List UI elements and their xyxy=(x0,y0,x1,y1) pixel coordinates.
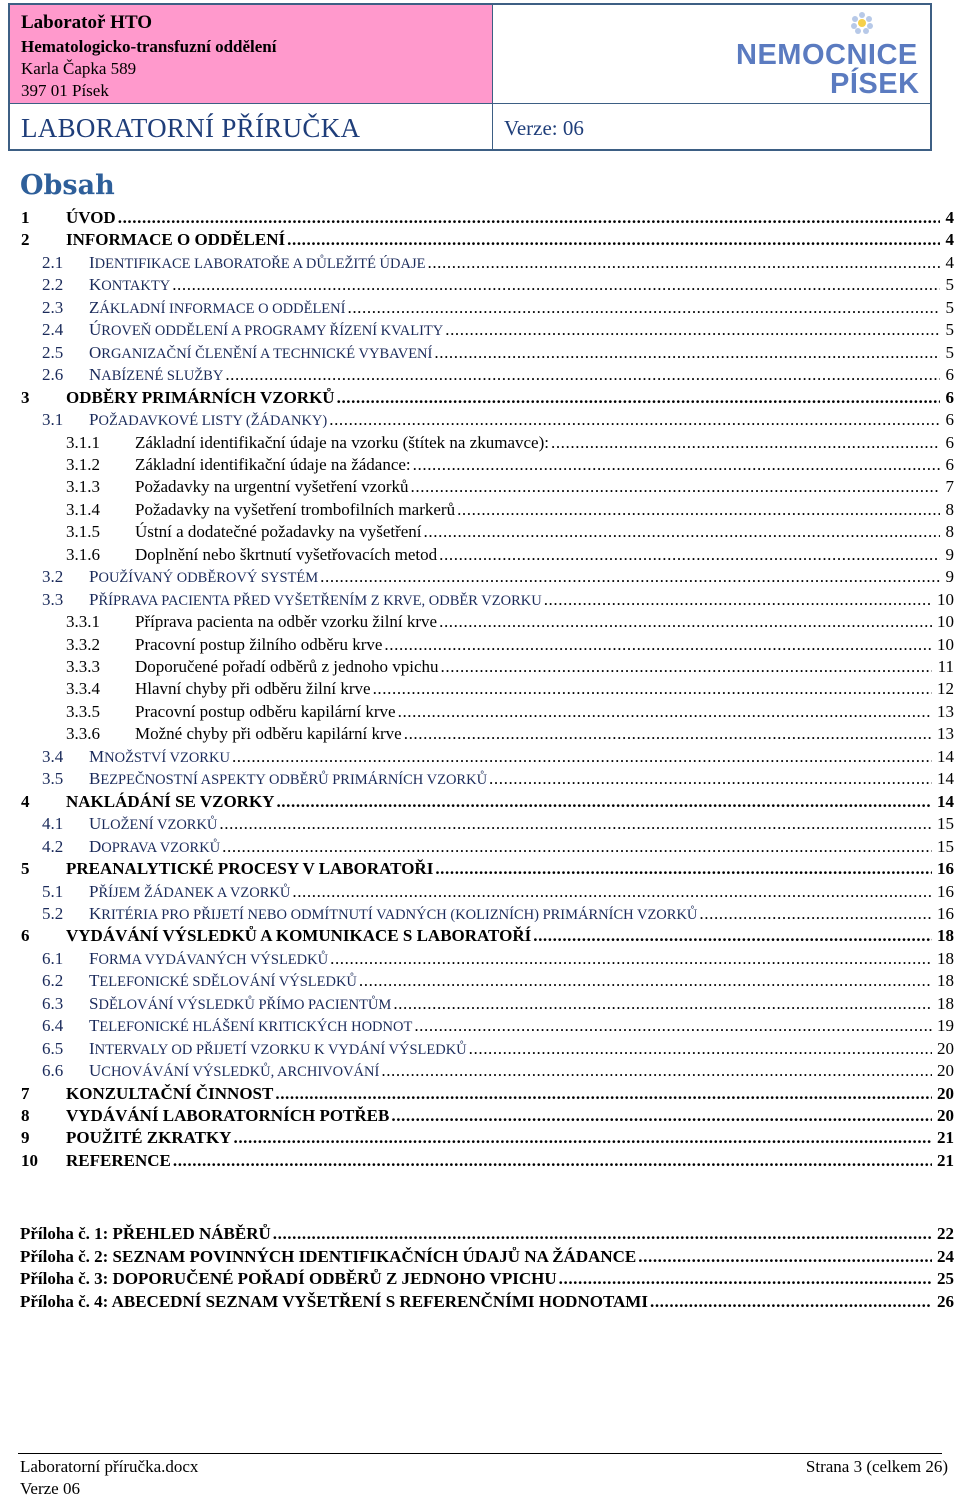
lab-info-block xyxy=(10,5,493,103)
toc-entry-title: INFORMACE O ODDĚLENÍ xyxy=(66,230,286,250)
toc-entry[interactable] xyxy=(0,747,960,767)
toc-entry-number: 6.1 xyxy=(42,948,64,968)
toc-entry-number: 3.5 xyxy=(42,769,64,789)
toc-entry-title: KRITÉRIA PRO PŘIJETÍ NEBO ODMÍTNUTÍ VADNÝCH (KOLIZNÍCH) PRIMÁRNÍCH VZORKŮ xyxy=(89,903,698,923)
toc-entry-number: 6.5 xyxy=(42,1038,64,1058)
toc-entry-page: 6 xyxy=(945,365,954,385)
footer-filename: Laboratorní příručka.docx xyxy=(20,1457,199,1476)
toc-entry-number: 3.3.6 xyxy=(66,724,100,744)
toc-entry[interactable] xyxy=(0,1061,960,1081)
header-title-bar xyxy=(10,103,930,149)
toc-entry-title: ZÁKLADNÍ INFORMACE O ODDĚLENÍ xyxy=(89,297,346,317)
toc-heading: Obsah xyxy=(20,170,115,201)
toc-entry-number: 5.1 xyxy=(42,881,64,901)
toc-entry-title: FORMA VYDÁVANÝCH VÝSLEDKŮ xyxy=(89,948,329,968)
dot-leader xyxy=(276,792,932,812)
toc-entry-title: REFERENCE xyxy=(66,1150,171,1170)
toc-entry[interactable] xyxy=(0,904,960,924)
dot-leader xyxy=(427,253,940,274)
dot-leader xyxy=(219,814,932,835)
dot-leader xyxy=(441,657,932,677)
toc-entry-number: 2.2 xyxy=(42,275,64,295)
toc-entry-title: NABÍZENÉ SLUŽBY xyxy=(89,365,224,385)
toc-entry-title: PŘÍPRAVA PACIENTA PŘED VYŠETŘENÍM Z KRVE, ODBĚR VZORKU xyxy=(89,589,542,609)
dot-leader xyxy=(398,702,932,722)
toc-entry-number: 6.3 xyxy=(42,993,64,1013)
toc-entry[interactable] xyxy=(0,994,960,1014)
toc-entry[interactable] xyxy=(0,298,960,318)
toc-entry-number: 3.3 xyxy=(42,589,64,609)
footer-version: Verze 06 xyxy=(20,1479,80,1498)
toc-entry[interactable] xyxy=(0,545,960,565)
dot-leader xyxy=(118,208,940,228)
toc-entry[interactable] xyxy=(0,882,960,902)
appendix-entry[interactable] xyxy=(0,1224,960,1244)
appendix-title: Příloha č. 1: PŘEHLED NÁBĚRŮ xyxy=(20,1224,271,1243)
toc-entry[interactable] xyxy=(0,926,960,946)
logo-text-line1: NEMOCNICE xyxy=(736,39,918,71)
toc-entry[interactable] xyxy=(0,971,960,991)
toc-entry-page: 13 xyxy=(937,724,954,744)
toc-entry-number: 8 xyxy=(21,1106,30,1125)
toc-entry-title: UCHOVÁVÁNÍ VÝSLEDKŮ, ARCHIVOVÁNÍ xyxy=(89,1061,380,1081)
dot-leader xyxy=(411,477,940,497)
toc-entry-number: 2.5 xyxy=(42,342,64,362)
toc-entry-page: 18 xyxy=(937,948,954,968)
toc-entry-number: 3.1.5 xyxy=(66,522,100,542)
dot-leader xyxy=(320,567,940,588)
toc-entry[interactable] xyxy=(0,724,960,744)
toc-entry-title: Základní identifikační údaje na vzorku (štítek na zkumavce): xyxy=(135,432,549,452)
appendix-title: Příloha č. 3: DOPORUČENÉ POŘADÍ ODBĚRŮ Z JEDNOHO VPICHU xyxy=(20,1269,557,1288)
toc-entry-number: 3.1.2 xyxy=(66,454,100,474)
toc-entry-page: 11 xyxy=(937,657,954,676)
dot-leader xyxy=(413,455,940,475)
toc-entry-page: 5 xyxy=(945,275,954,295)
toc-entry-page: 6 xyxy=(945,410,954,430)
toc-entry-title: ÚVOD xyxy=(66,208,116,227)
dot-leader xyxy=(414,1016,932,1037)
toc-entry-page: 20 xyxy=(937,1083,954,1103)
toc-entry-title: Příprava pacienta na odběr vzorku žilní krve xyxy=(135,612,438,632)
toc-entry[interactable] xyxy=(0,410,960,430)
dot-leader xyxy=(457,500,940,520)
dot-leader xyxy=(381,1061,932,1082)
toc-entry[interactable] xyxy=(0,1039,960,1059)
toc-entry-page: 20 xyxy=(937,1061,954,1081)
toc-entry-title: Hlavní chyby při odběru žilní krve xyxy=(135,679,371,699)
toc-entry-title: KONZULTAČNÍ ČINNOST xyxy=(66,1083,274,1103)
toc-entry-title: VYDÁVÁNÍ LABORATORNÍCH POTŘEB xyxy=(66,1106,390,1125)
dot-leader xyxy=(699,904,932,925)
dot-leader xyxy=(391,1106,932,1126)
toc-entry-number: 4.1 xyxy=(42,814,64,834)
toc-entry[interactable] xyxy=(0,567,960,587)
toc-entry-page: 19 xyxy=(937,1016,954,1036)
toc-entry[interactable] xyxy=(0,1084,960,1104)
dot-leader xyxy=(329,410,940,431)
toc-entry-number: 3.1 xyxy=(42,410,64,430)
toc-entry[interactable] xyxy=(0,500,960,520)
toc-entry[interactable] xyxy=(0,388,960,408)
toc-entry-number: 3.3.2 xyxy=(66,634,100,654)
toc-entry-page: 16 xyxy=(937,903,954,923)
dot-leader xyxy=(275,1084,932,1104)
toc-entry[interactable] xyxy=(0,522,960,542)
appendix-title: Příloha č. 4: ABECEDNÍ SEZNAM VYŠETŘENÍ S REFERENČNÍMI HODNOTAMI xyxy=(20,1291,648,1311)
toc-entry[interactable] xyxy=(0,365,960,385)
toc-entry-number: 5.2 xyxy=(42,903,64,923)
toc-entry-page: 16 xyxy=(937,881,954,901)
appendix-page: 25 xyxy=(937,1269,954,1288)
toc-entry[interactable] xyxy=(0,792,960,812)
toc-entry-number: 2.6 xyxy=(42,365,64,385)
toc-entry-number: 10 xyxy=(21,1150,38,1170)
toc-entry[interactable] xyxy=(0,208,960,228)
toc-entry[interactable] xyxy=(0,949,960,969)
toc-entry-number: 4 xyxy=(21,791,30,811)
toc-entry-title: Pracovní postup odběru kapilární krve xyxy=(135,701,396,721)
toc-entry[interactable] xyxy=(0,769,960,789)
dot-leader xyxy=(404,724,932,744)
toc-entry-page: 10 xyxy=(937,612,954,632)
appendix-page: 24 xyxy=(937,1246,954,1266)
toc-entry-title: MNOŽSTVÍ VZORKU xyxy=(89,746,230,766)
dot-leader xyxy=(337,388,940,408)
toc-entry-title: Požadavky na vyšetření trombofilních markerů xyxy=(135,499,456,519)
dot-leader xyxy=(445,320,940,341)
dot-leader xyxy=(232,747,932,768)
dot-leader xyxy=(273,1224,932,1244)
toc-entry-page: 14 xyxy=(937,791,954,811)
toc-entry-page: 8 xyxy=(945,499,954,519)
toc-entry-page: 5 xyxy=(945,320,954,340)
toc-entry-page: 4 xyxy=(945,230,954,250)
dot-leader xyxy=(292,882,932,903)
toc-entry-page: 10 xyxy=(937,634,954,654)
toc-entry-page: 6 xyxy=(945,432,954,452)
toc-entry-title: ORGANIZAČNÍ ČLENĚNÍ A TECHNICKÉ VYBAVENÍ xyxy=(89,342,433,362)
toc-entry-page: 12 xyxy=(937,679,954,699)
dot-leader xyxy=(287,230,940,250)
toc-entry[interactable] xyxy=(0,433,960,453)
toc-entry-title: TELEFONICKÉ SDĚLOVÁNÍ VÝSLEDKŮ xyxy=(89,971,357,991)
appendix-page: 26 xyxy=(937,1291,954,1311)
city-address: 397 01 Písek xyxy=(21,81,109,100)
toc-entry-title: Pracovní postup žilního odběru krve xyxy=(135,634,383,654)
toc-entry-number: 2.3 xyxy=(42,297,64,317)
dot-leader xyxy=(434,343,940,364)
toc-entry-page: 7 xyxy=(945,477,954,497)
toc-entry-number: 9 xyxy=(21,1128,30,1148)
appendix-entry[interactable] xyxy=(0,1292,960,1312)
appendix-page: 22 xyxy=(937,1224,954,1243)
toc-entry-title: IDENTIFIKACE LABORATOŘE A DŮLEŽITÉ ÚDAJE xyxy=(89,252,426,272)
toc-entry[interactable] xyxy=(0,859,960,879)
toc-entry-number: 3.3.1 xyxy=(66,612,100,632)
toc-entry-number: 6 xyxy=(21,926,30,946)
toc-entry-number: 3.4 xyxy=(42,746,64,766)
dot-leader xyxy=(347,298,940,319)
toc-entry-title: POUŽITÉ ZKRATKY xyxy=(66,1128,232,1148)
toc-entry[interactable] xyxy=(0,1016,960,1036)
toc-entry-number: 1 xyxy=(21,208,30,227)
toc-entry-title: DOPRAVA VZORKŮ xyxy=(89,836,221,856)
dot-leader xyxy=(330,949,932,970)
toc-entry-number: 3.3.5 xyxy=(66,701,100,721)
toc-entry-page: 14 xyxy=(937,746,954,766)
toc-entry-title: ÚROVEŇ ODDĚLENÍ A PROGRAMY ŘÍZENÍ KVALITY xyxy=(89,320,444,340)
dot-leader xyxy=(469,1039,932,1060)
dot-leader xyxy=(650,1292,932,1312)
toc-entry-page: 4 xyxy=(945,252,954,272)
header-divider xyxy=(492,104,493,149)
toc-entry-page: 5 xyxy=(945,297,954,317)
toc-entry-title: Základní identifikační údaje na žádance: xyxy=(135,454,411,474)
toc-entry[interactable] xyxy=(0,455,960,475)
toc-entry-page: 9 xyxy=(945,567,954,587)
department-name: Hematologicko-transfuzní oddělení xyxy=(21,37,277,56)
dot-leader xyxy=(638,1247,932,1267)
toc-entry-title: ULOŽENÍ VZORKŮ xyxy=(89,814,218,834)
toc-entry[interactable] xyxy=(0,230,960,250)
street-address: Karla Čapka 589 xyxy=(21,59,137,78)
toc-entry-number: 2.4 xyxy=(42,320,64,340)
flower-icon xyxy=(851,12,873,34)
dot-leader xyxy=(225,365,940,386)
dot-leader xyxy=(222,837,932,858)
document-title: LABORATORNÍ PŘÍRUČKA xyxy=(21,113,361,143)
dot-leader xyxy=(384,635,932,655)
toc-entry[interactable] xyxy=(0,1128,960,1148)
toc-entry-title: PŘÍJEM ŽÁDANEK A VZORKŮ xyxy=(89,881,291,901)
toc-entry[interactable] xyxy=(0,837,960,857)
toc-entry-page: 13 xyxy=(937,701,954,721)
toc-entry-page: 18 xyxy=(937,926,954,946)
toc-entry-page: 20 xyxy=(937,1038,954,1058)
toc-entry-title: KONTAKTY xyxy=(89,275,171,295)
dot-leader xyxy=(439,612,932,632)
appendix-entry[interactable] xyxy=(0,1247,960,1267)
document-header xyxy=(8,3,932,151)
toc-entry-number: 7 xyxy=(21,1083,30,1103)
toc-entry-title: INTERVALY OD PŘIJETÍ VZORKU K VYDÁNÍ VÝSLEDKŮ xyxy=(89,1038,467,1058)
toc-entry-page: 4 xyxy=(945,208,954,227)
toc-entry[interactable] xyxy=(0,702,960,722)
toc-entry-title: SDĚLOVÁNÍ VÝSLEDKŮ PŘÍMO PACIENTŮM xyxy=(89,993,392,1013)
toc-entry[interactable] xyxy=(0,253,960,273)
toc-entry-number: 6.2 xyxy=(42,971,64,991)
toc-entry-title: Možné chyby při odběru kapilární krve xyxy=(135,724,402,744)
toc-entry-page: 5 xyxy=(945,342,954,362)
toc-entry[interactable] xyxy=(0,657,960,677)
hospital-logo-graphic xyxy=(492,5,932,101)
toc-entry-title: NAKLÁDÁNÍ SE VZORKY xyxy=(66,791,275,811)
dot-leader xyxy=(393,994,932,1015)
dot-leader xyxy=(233,1128,932,1148)
dot-leader xyxy=(172,275,940,296)
toc-entry-number: 3.3.4 xyxy=(66,679,100,699)
toc-entry-title: Doporučené pořadí odběrů z jednoho vpichu xyxy=(135,657,439,676)
dot-leader xyxy=(173,1151,932,1171)
toc-entry-title: POUŽÍVANÝ ODBĚROVÝ SYSTÉM xyxy=(89,567,319,587)
toc-entry-number: 3.1.4 xyxy=(66,499,100,519)
toc-entry[interactable] xyxy=(0,635,960,655)
toc-entry-number: 6.6 xyxy=(42,1061,64,1081)
toc-entry[interactable] xyxy=(0,477,960,497)
toc-entry-page: 6 xyxy=(945,387,954,407)
hospital-logo xyxy=(492,5,930,103)
toc-entry-number: 6.4 xyxy=(42,1016,64,1036)
toc-entry-page: 18 xyxy=(937,993,954,1013)
toc-entry[interactable] xyxy=(0,590,960,610)
appendix-entry[interactable] xyxy=(0,1269,960,1289)
dot-leader xyxy=(359,971,932,992)
toc-entry-page: 14 xyxy=(937,769,954,789)
lab-name: Laboratoř HTO xyxy=(21,12,153,33)
toc-entry-title: Doplnění nebo škrtnutí vyšetřovacích metod xyxy=(135,544,438,564)
dot-leader xyxy=(489,769,932,790)
toc-entry-number: 3.1.1 xyxy=(66,432,100,452)
toc-entry[interactable] xyxy=(0,275,960,295)
toc-entry-title: VYDÁVÁNÍ VÝSLEDKŮ A KOMUNIKACE S LABORATOŘÍ xyxy=(66,926,532,946)
dot-leader xyxy=(551,433,940,453)
dot-leader xyxy=(439,545,940,565)
toc-entry-title: ODBĚRY PRIMÁRNÍCH VZORKŮ xyxy=(66,387,335,407)
toc-entry-page: 15 xyxy=(937,836,954,856)
toc-entry-number: 2 xyxy=(21,230,30,250)
dot-leader xyxy=(424,522,940,542)
toc-entry-page: 6 xyxy=(945,454,954,474)
toc-entry[interactable] xyxy=(0,1151,960,1171)
toc-entry-number: 3 xyxy=(21,387,30,407)
footer-page-info: Strana 3 (celkem 26) xyxy=(805,1457,948,1476)
toc-entry-page: 10 xyxy=(937,589,954,609)
toc-entry-number: 4.2 xyxy=(42,836,64,856)
toc-entry-number: 2.1 xyxy=(42,252,64,272)
toc-entry[interactable] xyxy=(0,320,960,340)
toc-entry-title: BEZPEČNOSTNÍ ASPEKTY ODBĚRŮ PRIMÁRNÍCH VZORKŮ xyxy=(89,769,488,789)
dot-leader xyxy=(559,1269,932,1289)
toc-entry-page: 9 xyxy=(945,544,954,564)
toc-entry-page: 18 xyxy=(937,971,954,991)
toc-entry-title: POŽADAVKOVÉ LISTY (ŽÁDANKY) xyxy=(89,410,328,430)
toc-entry-number: 3.1.3 xyxy=(66,477,100,497)
document-version: Verze: 06 xyxy=(504,116,584,140)
dot-leader xyxy=(533,926,932,946)
toc-entry-page: 15 xyxy=(937,814,954,834)
toc-entry[interactable] xyxy=(0,814,960,834)
toc-entry-title: PREANALYTICKÉ PROCESY V LABORATOŘI xyxy=(66,859,434,879)
dot-leader xyxy=(373,679,932,699)
toc-entry-number: 3.2 xyxy=(42,567,64,587)
logo-text-line2: PÍSEK xyxy=(830,68,920,100)
toc-entry-title: Ústní a dodatečné požadavky na vyšetření xyxy=(135,522,422,542)
toc-entry[interactable] xyxy=(0,679,960,699)
toc-entry[interactable] xyxy=(0,343,960,363)
toc-entry[interactable] xyxy=(0,1106,960,1126)
toc-entry[interactable] xyxy=(0,612,960,632)
toc-entry-number: 3.1.6 xyxy=(66,544,100,564)
toc-entry-page: 21 xyxy=(937,1128,954,1148)
dot-leader xyxy=(544,590,932,611)
footer-rule xyxy=(18,1453,942,1454)
dot-leader xyxy=(435,859,932,879)
toc-entry-title: Požadavky na urgentní vyšetření vzorků xyxy=(135,477,409,497)
toc-entry-page: 8 xyxy=(945,522,954,542)
appendix-title: Příloha č. 2: SEZNAM POVINNÝCH IDENTIFIKAČNÍCH ÚDAJŮ NA ŽÁDANCE xyxy=(20,1246,637,1266)
toc-entry-page: 21 xyxy=(937,1150,954,1170)
toc-entry-number: 3.3.3 xyxy=(66,657,100,676)
toc-entry-page: 20 xyxy=(937,1106,954,1125)
toc-entry-title: TELEFONICKÉ HLÁŠENÍ KRITICKÝCH HODNOT xyxy=(89,1016,413,1036)
toc-entry-page: 16 xyxy=(937,859,954,879)
toc-entry-number: 5 xyxy=(21,859,30,879)
